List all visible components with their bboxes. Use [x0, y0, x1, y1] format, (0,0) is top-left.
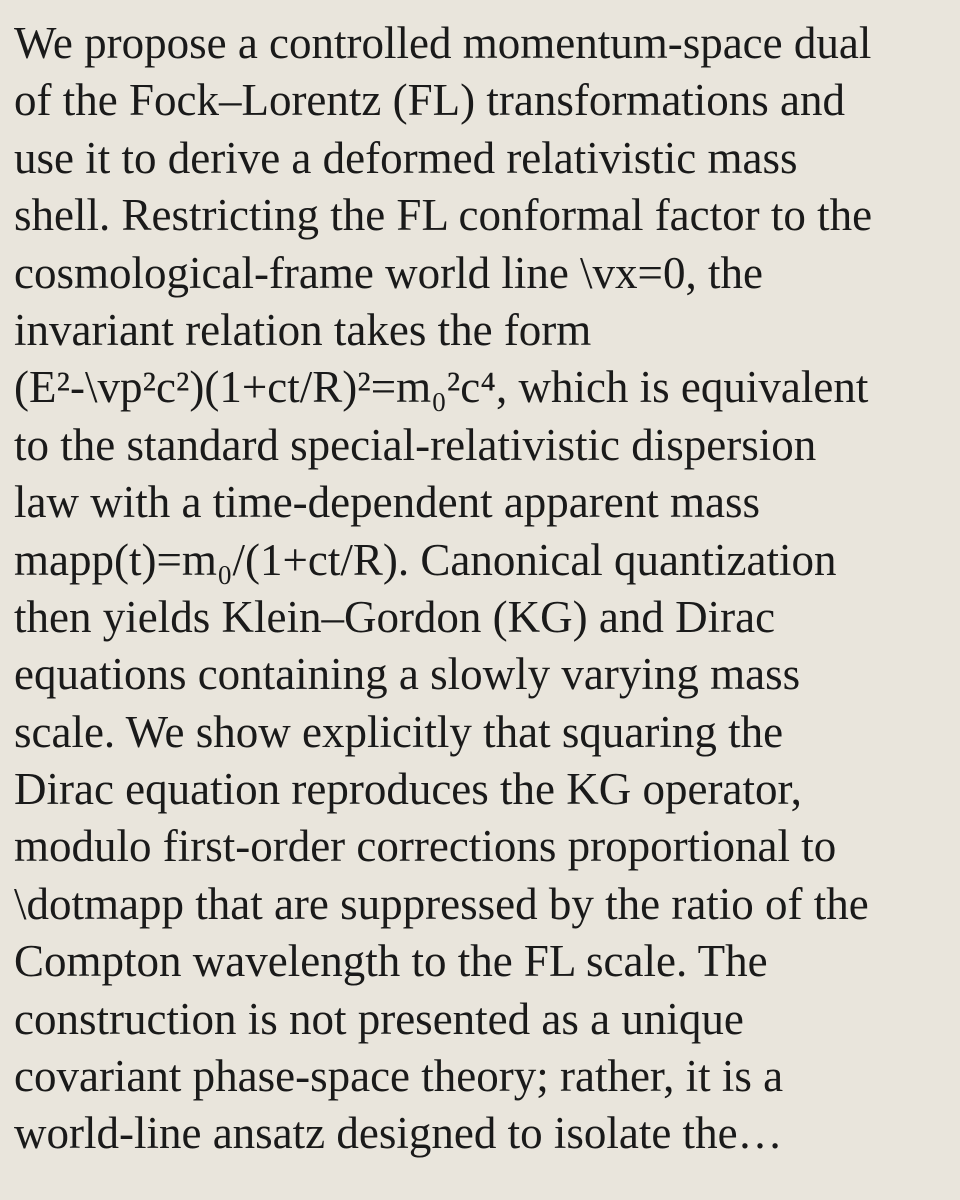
- abstract-line: We propose a controlled momentum-space dual: [14, 18, 872, 68]
- abstract-line: to the standard special-relativistic dispersion: [14, 419, 817, 470]
- abstract-line: shell. Restricting the FL conformal factor to the: [14, 190, 873, 241]
- abstract-line: use it to derive a deformed relativistic mass: [14, 132, 798, 183]
- abstract-line: equations containing a slowly varying mass: [14, 649, 801, 700]
- abstract-line: Dirac equation reproduces the KG operator,: [14, 764, 802, 815]
- abstract-line: cosmological-frame world line \vx=0, the: [14, 247, 763, 298]
- abstract-line: \dotmapp that are suppressed by the ratio of the: [14, 878, 869, 929]
- abstract-line: scale. We show explicitly that squaring the: [14, 706, 784, 757]
- abstract-line: Compton wavelength to the FL scale. The: [14, 936, 768, 987]
- abstract-line: covariant phase-space theory; rather, it is a: [14, 1051, 784, 1102]
- abstract-line: world-line ansatz designed to isolate the…: [14, 1108, 783, 1159]
- abstract-line: invariant relation takes the form: [14, 304, 592, 355]
- abstract-text: [14, 15, 954, 1163]
- abstract-line: construction is not presented as a unique: [14, 993, 744, 1044]
- abstract-line: (E²-\vp²c²)(1+ct/R)²=m₀²c⁴, which is equivalent: [14, 362, 869, 413]
- abstract-line: mapp(t)=m₀/(1+ct/R). Canonical quantization: [14, 534, 837, 585]
- abstract-line: modulo first-order corrections proportional to: [14, 821, 837, 872]
- abstract-line: of the Fock–Lorentz (FL) transformations and: [14, 75, 846, 126]
- abstract-line: law with a time-dependent apparent mass: [14, 477, 760, 528]
- abstract-line: then yields Klein–Gordon (KG) and Dirac: [14, 591, 776, 642]
